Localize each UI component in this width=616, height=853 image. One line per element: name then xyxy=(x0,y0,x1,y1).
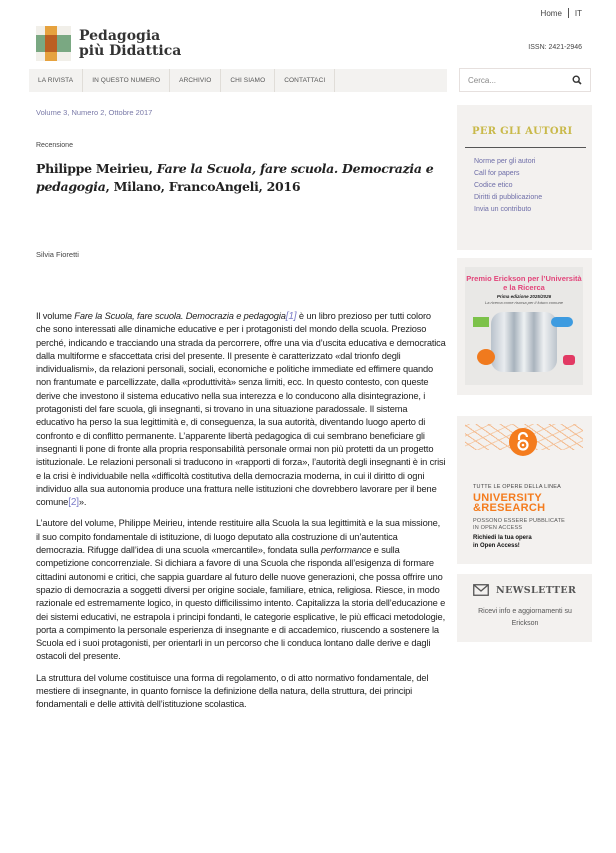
text: è un libro prezioso per tutti coloro che sono interessati alle dinamiche educative e per i protagonisti del mondo della scuola. Prezioso perché, indicando e tracciando una strada da percorrere, offre una via d’uscita educativa e democratica dalla multiforme e sfaccettata crisi del presente. Il presente è caratterizzato «dal trionfo degli individualismi», da relazioni personali, sociali, economiche e politiche immediate ed effimere quando non frantumate e parcellizzate, dalla «produttività» senza limiti, ecc. In questo contesto, con queste derive che investono il sistema educativo nella sua interezza e lo conducono alla disintegrazione, i protagonisti del fare scuola, gli insegnanti, si trovano in una situazione paradossale. Il sistema educativo ha perso la sua legittimità e, di conseguenza, la sua autorità, diventando luogo aperto di confronto e di conflitto permanente. L’apparente libertà pedagogica di cui sembrano beneficiare gli insegnanti li pone di fronte alla propria responsabilità personale ormai non più protetti da un progetto istituzionale. Le relazioni personali si traducono in «rapporti di forza», l’autorità degli insegnanti è in crisi e la crisi è individuabile nella «difficoltà costitutiva della democrazia moderna, in cui il diritto di ogni individuo alla sua autonomia produce una frattura nelle istituzioni che dovrebbero lavorare per il bene comune xyxy=(36,311,446,508)
oa-headline-2: &RESEARCH xyxy=(473,502,546,514)
nav-la-rivista[interactable]: LA RIVISTA xyxy=(29,69,83,92)
envelope-icon xyxy=(473,584,489,596)
logo-line1: Pedagogia xyxy=(79,27,161,44)
article-title xyxy=(36,160,436,196)
footnote-link-1[interactable]: [1] xyxy=(285,311,297,322)
oa-cta xyxy=(473,534,532,550)
oa-cta-2: in Open Access! xyxy=(473,543,520,549)
footnote-link-2[interactable]: [2] xyxy=(68,497,79,509)
oa-subline-1: POSSONO ESSERE PUBBLICATE xyxy=(473,518,566,524)
search-box xyxy=(459,68,591,92)
blue-speech-bubble-icon xyxy=(551,317,573,327)
oa-cta-1: Richiedi la tua opera xyxy=(473,535,532,541)
open-access-icon xyxy=(509,428,537,456)
oa-subline xyxy=(473,518,565,532)
top-links xyxy=(541,8,582,18)
nav-in-questo-numero[interactable]: IN QUESTO NUMERO xyxy=(83,69,170,92)
site-logo[interactable] xyxy=(36,26,181,61)
article-body xyxy=(36,310,446,720)
italic-term: performance xyxy=(320,545,372,556)
main-nav xyxy=(29,69,447,92)
paragraph-1 xyxy=(36,310,446,509)
authors-panel-title: PER GLI AUTORI xyxy=(472,126,573,137)
paragraph-3: La struttura del volume costituisce una forma di regolamento, o di atto normativo fondamentale, del mestiere di insegnante, in quanto fornisce la definizione della natura, della struttura, dei principi fondamentali e delle attività dell’istituzione scolastica. xyxy=(36,672,429,710)
article-type: Recensione xyxy=(36,142,73,149)
nav-contattaci[interactable]: CONTATTACI xyxy=(275,69,335,92)
link-norme-autori[interactable]: Norme per gli autori xyxy=(474,158,536,165)
book-title-italic: Fare la Scuola, fare scuola. Democrazia e pedagogia xyxy=(74,311,286,321)
authors-links xyxy=(474,156,542,216)
link-invia-contributo[interactable]: Invia un contributo xyxy=(474,206,532,213)
divider xyxy=(465,147,586,148)
pink-heart-icon xyxy=(563,355,575,365)
prize-banner[interactable] xyxy=(457,258,592,395)
newsletter-box[interactable] xyxy=(457,574,592,642)
authors-panel xyxy=(457,105,592,250)
language-switch[interactable]: IT xyxy=(574,8,582,18)
search-input[interactable] xyxy=(468,76,558,85)
newsletter-header xyxy=(473,584,576,596)
newsletter-title: NEWSLETTER xyxy=(496,584,577,596)
reviewer-name: Silvia Fioretti xyxy=(36,250,79,259)
open-access-banner[interactable] xyxy=(457,416,592,564)
link-codice-etico[interactable]: Codice etico xyxy=(474,182,513,189)
link-diritti-pubblicazione[interactable]: Diritti di pubblicazione xyxy=(474,194,543,201)
columns-image xyxy=(491,312,557,372)
logo-text xyxy=(79,29,181,59)
text: e sulla competizione concorrenziale. Si dichiara a favore di una Scuola che risponda all’esigenza di formare cittadini autonomi e critici, che sappia guardare al futuro delle nuove generazioni, che possa offrire uno spazio di democrazia a soggetti diversi per origine sociale, familiare, etnica, religiosa. Riesce, in modo razionale ed estremamente logico, in questo difficilissimo intento. Capitalizza la storia dell’educazione e dei sistemi educativi, ne estrapola i principi fondanti, le categorie esplicative, le più efficaci metodologie, porta a compimento la personale esperienza di insegnante e di accademico, riuscendo a sostenere la Scuola ed i suoi protagonisti, per orientarli in un percorso che li conduca lontano dalle derive e dagli ostacoli del presente. xyxy=(36,545,446,662)
green-sticker-icon xyxy=(473,317,489,327)
newsletter-desc: Ricevi info e aggiornamenti su Erickson xyxy=(478,608,572,627)
oa-subline-2: IN OPEN ACCESS xyxy=(473,525,523,531)
oa-headline-1: UNIVERSITY xyxy=(473,492,543,504)
logo-line2: più Didattica xyxy=(79,42,182,59)
home-link[interactable]: Home xyxy=(540,8,562,18)
title-author: Philippe Meirieu, xyxy=(36,161,153,176)
prize-title: Premio Erickson per l’Università e la Ricerca xyxy=(466,274,582,292)
oa-headline xyxy=(473,493,545,513)
nav-chi-siamo[interactable]: CHI SIAMO xyxy=(221,69,275,92)
text: L’autore del volume, Philippe Meirieu, intende restituire alla Scuola la sua legittimità e la sua missione, il suo compito fondamentale di istituzione, di luogo deputato alla costruzione di un’autentica democrazia. Rifugge dall’idea di una scuola «mercantile», fondata sulla xyxy=(36,518,441,556)
nav-archivio[interactable]: ARCHIVIO xyxy=(170,69,221,92)
text: Il volume xyxy=(36,311,75,321)
oa-line1: TUTTE LE OPERE DELLA LINEA xyxy=(473,484,562,490)
search-icon[interactable] xyxy=(572,75,582,85)
prize-tagline: La ricerca come risorsa per il futuro comune xyxy=(484,300,564,305)
orange-splash-icon xyxy=(477,349,495,365)
paragraph-2 xyxy=(36,517,446,663)
prize-banner-image xyxy=(465,267,583,385)
link-call-for-papers[interactable]: Call for papers xyxy=(474,170,520,177)
prize-edition: Prima edizione 2025/2026 xyxy=(496,294,552,299)
logo-mark-icon xyxy=(36,26,71,61)
issue-link[interactable]: Volume 3, Numero 2, Ottobre 2017 xyxy=(36,108,153,117)
text: ». xyxy=(78,497,87,508)
issn: ISSN: 2421-2946 xyxy=(528,44,582,51)
title-rest: , Milano, FrancoAngeli, 2016 xyxy=(105,179,301,194)
divider xyxy=(568,8,569,18)
title-book: Fare la Scuola, fare scuola. Democrazia e pedagogia xyxy=(36,161,434,194)
